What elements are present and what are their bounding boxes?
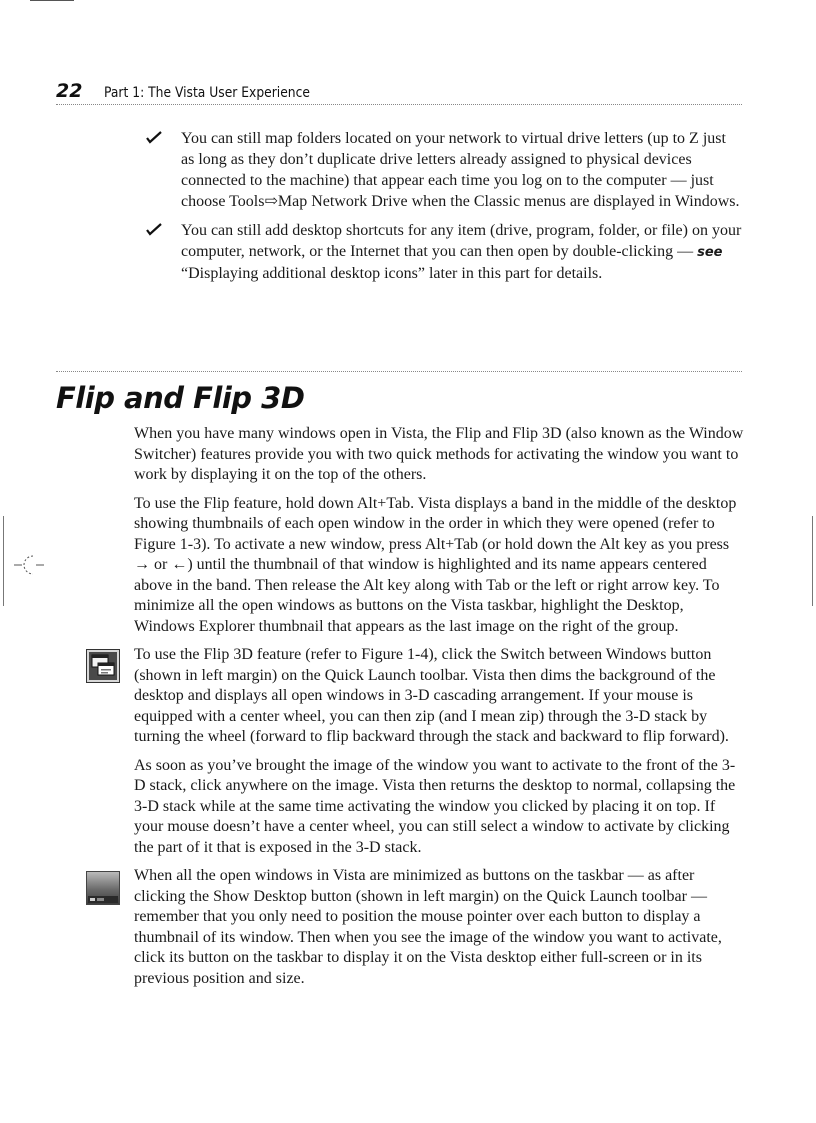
switch-between-windows-icon bbox=[86, 649, 120, 683]
crop-mark bbox=[30, 0, 74, 1]
bullet-text: You can still map folders located on your network to virtual drive letters (up to Z just as long as they don’t duplicate drive letters already assigned to physical devices connected to the machine) that appear each time you log on to the computer — just choose Tools⇨Map Network Drive when the Classic menus are displayed in Windows. bbox=[181, 130, 740, 210]
see-reference: see bbox=[697, 245, 723, 260]
check-mark-icon bbox=[146, 130, 162, 144]
bullet-item bbox=[146, 128, 742, 212]
page-number: 22 bbox=[56, 80, 83, 102]
bullet-list bbox=[146, 128, 742, 292]
section-rule bbox=[56, 371, 742, 372]
bullet-item bbox=[146, 220, 742, 284]
paragraph: As soon as you’ve brought the image of the window you want to activate to the front of the 3-D stack, click anywhere on the image. Vista then returns the desktop to normal, collapsing the 3-D stack while at the same time activating the window you clicked by placing it on top. If your mouse doesn’t have a center wheel, you can still select a window to activate by clicking the part of it that is exposed in the 3-D stack. bbox=[134, 756, 736, 856]
paragraph: To use the Flip feature, hold down Alt+Tab. Vista displays a band in the middle of the desktop showing thumbnails of each open window in the order in which they were opened (refer to Figure 1-3). To activate a new window, press Alt+Tab (or hold down the Alt key as you press → or ←) until the thumbnail of that window is highlighted and its name appears centered above in the band. Then release the Alt key along with Tab or the left or right arrow key. To minimize all the open windows as buttons on the Vista taskbar, highlight the Desktop, Windows Explorer thumbnail that appears as the last image on the right of the group. bbox=[134, 494, 737, 635]
margin-tick-right bbox=[812, 516, 813, 606]
paragraph: To use the Flip 3D feature (refer to Figure 1-4), click the Switch between Windows button (shown in left margin) on the Quick Launch toolbar. Vista then dims the background of the desktop and displays all open windows in 3-D cascading arrangement. If your mouse is equipped with a center wheel, you can then zip (and I mean zip) through the 3-D stack by turning the wheel (forward to flip backward through the stack and backward to flip forward). bbox=[134, 646, 729, 745]
page-header bbox=[56, 80, 742, 104]
check-mark-icon bbox=[146, 222, 162, 236]
paragraph: When you have many windows open in Vista, the Flip and Flip 3D (also known as the Window Switcher) features provide you with two quick methods for activating the window you want to work by displaying it on the top of the others. bbox=[134, 425, 744, 483]
paragraph: When all the open windows in Vista are minimized as buttons on the taskbar — as after clicking the Show Desktop button (shown in left margin) on the Quick Launch toolbar — remember that you only need to position the mouse pointer over each button to display a thumbnail of its window. Then when you see the image of the window you want to activate, click its button on the taskbar to display it on the Vista desktop either full-screen or in its previous position and size. bbox=[134, 867, 722, 987]
running-head: Part 1: The Vista User Experience bbox=[104, 85, 310, 101]
header-rule bbox=[56, 104, 742, 105]
show-desktop-icon bbox=[86, 871, 120, 905]
section-heading: Flip and Flip 3D bbox=[56, 381, 305, 415]
section-body bbox=[134, 424, 744, 989]
bullet-text: You can still add desktop shortcuts for any item (drive, program, folder, or file) on your computer, network, or the Internet that you can then open by double-clicking — see “Displaying additional desktop icons” later in this part for details. bbox=[181, 222, 742, 282]
registration-mark-icon bbox=[14, 550, 44, 580]
margin-tick-left bbox=[3, 516, 4, 606]
paragraph-with-icon bbox=[134, 645, 744, 748]
paragraph-with-icon bbox=[134, 866, 744, 989]
